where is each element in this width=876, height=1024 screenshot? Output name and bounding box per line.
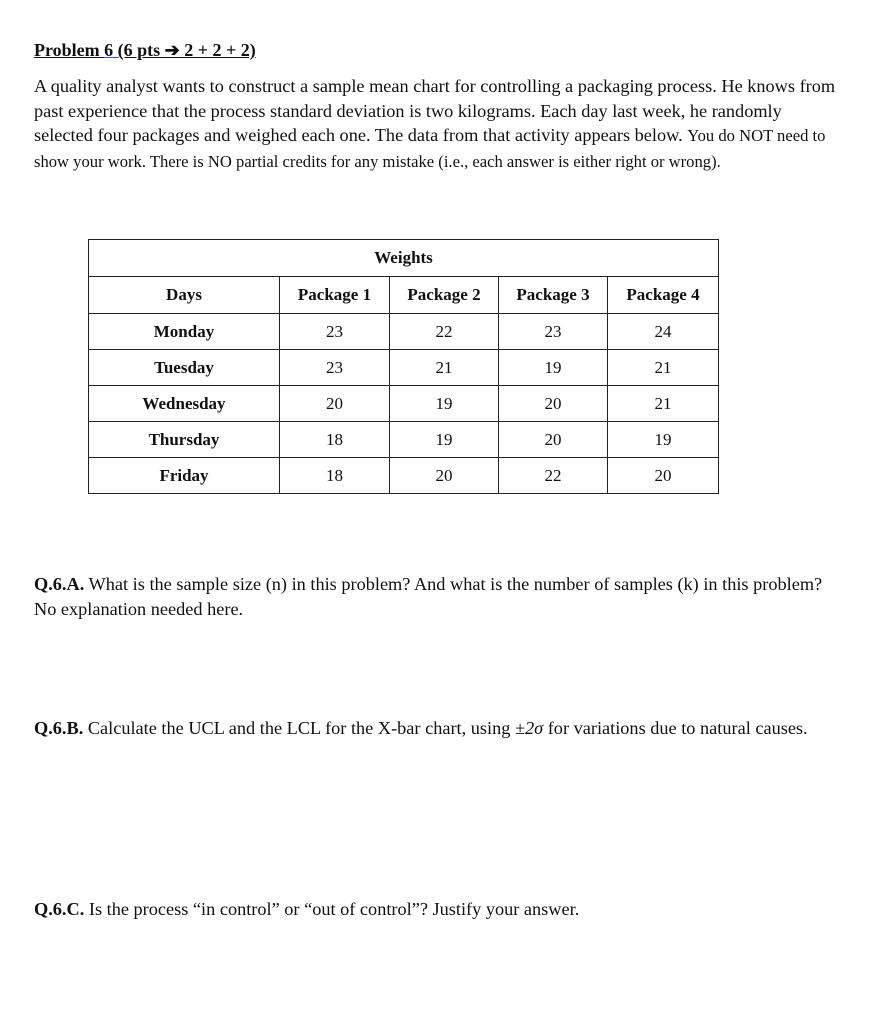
question-6c [34,897,824,922]
weight-cell: 20 [280,386,390,422]
table-row [89,350,719,386]
intro-text: A quality analyst wants to construct a sample mean chart for controlling a packaging process. He knows from past experience that the process standard deviation is two kilograms. Each day last week, he randomly selected four packages and weighed each one. The data from that activity appears below. [34,76,836,145]
day-cell: Friday [89,458,280,494]
weight-cell: 21 [608,350,719,386]
sigma-symbol: ±2σ [514,718,544,738]
weight-cell: 19 [499,350,608,386]
column-header: Package 1 [280,277,390,314]
column-header: Package 2 [390,277,499,314]
problem-title [34,40,256,61]
intro-instructions: You do NOT need to show your work. There is NO partial credits for any mistake (i.e., each answer is either right or wrong). [34,126,826,171]
question-label: Q.6.A. [34,574,85,594]
question-text: for variations due to natural causes. [543,718,808,738]
problem-title-prefix: Problem [34,40,105,60]
column-header: Package 4 [608,277,719,314]
question-label: Q.6.C. [34,899,85,919]
day-cell: Wednesday [89,386,280,422]
weight-cell: 20 [499,422,608,458]
weight-cell: 23 [280,314,390,350]
table-row [89,386,719,422]
table-row [89,314,719,350]
weight-cell: 22 [390,314,499,350]
weight-cell: 21 [608,386,719,422]
weight-cell: 21 [390,350,499,386]
question-text: Is the process “in control” or “out of control”? Justify your answer. [84,899,580,919]
question-6b [34,716,864,741]
table-header-row [89,277,719,314]
day-cell: Monday [89,314,280,350]
weight-cell: 23 [499,314,608,350]
problem-number: 6 [104,40,118,60]
column-header: Days [89,277,280,314]
weight-cell: 22 [499,458,608,494]
weight-cell: 23 [280,350,390,386]
table-row [89,458,719,494]
question-6a [34,572,824,622]
question-text: Calculate the UCL and the LCL for the X-bar chart, using [83,718,515,738]
problem-intro [34,74,844,174]
day-cell: Thursday [89,422,280,458]
weight-cell: 18 [280,422,390,458]
problem-points: (6 pts ➔ 2 + 2 + 2) [117,40,256,60]
question-label: Q.6.B. [34,718,84,738]
table-group-header-row [89,240,719,277]
column-header: Package 3 [499,277,608,314]
weight-cell: 20 [499,386,608,422]
question-text: What is the sample size (n) in this problem? And what is the number of samples (k) in this problem? No explanation needed here. [34,574,823,619]
weight-cell: 19 [390,422,499,458]
weight-cell: 20 [608,458,719,494]
weight-cell: 18 [280,458,390,494]
weight-cell: 19 [608,422,719,458]
weights-table [88,239,719,494]
weight-cell: 20 [390,458,499,494]
table-row [89,422,719,458]
weight-cell: 19 [390,386,499,422]
weights-group-header: Weights [89,240,719,277]
day-cell: Tuesday [89,350,280,386]
weight-cell: 24 [608,314,719,350]
